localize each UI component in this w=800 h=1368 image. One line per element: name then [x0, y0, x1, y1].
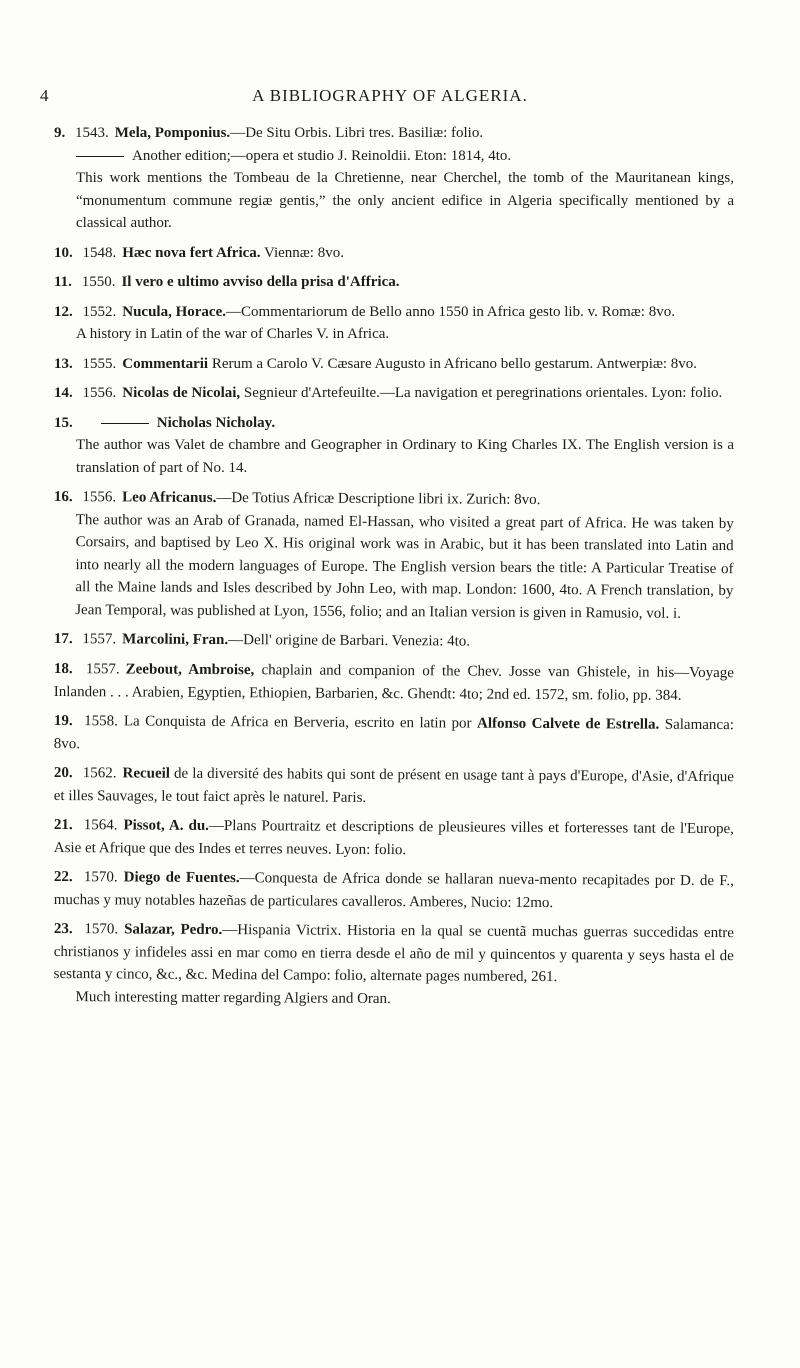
entry-year: 1550. — [81, 274, 116, 290]
entry-continuation: Another edition;—opera et studio J. Reinoldii. Eton: 1814, 4to. — [132, 147, 512, 164]
entry-number: 13. — [54, 355, 73, 372]
entry-number: 19. — [53, 712, 73, 729]
entry-author: Leo Africanus. — [122, 489, 217, 506]
ditto-dash — [76, 156, 124, 157]
bibliography-entry — [53, 486, 734, 625]
entry-year: 1570. — [83, 868, 118, 885]
entry-text: —Commentariorum de Bello anno 1550 in Africa gesto lib. v. Romæ: 8vo. — [225, 303, 675, 320]
entry-author: Diego de Fuentes. — [123, 868, 240, 886]
entry-year: 1562. — [82, 764, 117, 781]
entry-number: 14. — [54, 385, 73, 401]
bibliography-entry — [54, 382, 734, 405]
entry-number: 12. — [54, 303, 73, 320]
bibliography-entry — [54, 866, 734, 915]
bibliography-entries — [54, 122, 734, 1015]
entry-text: —De Situ Orbis. Libri tres. Basiliæ: folio. — [230, 125, 484, 141]
entry-year: 1556. — [82, 385, 117, 401]
entry-number: 23. — [53, 920, 73, 937]
entry-number: 21. — [53, 816, 73, 833]
entry-text: —De Totius Africæ Descriptione libri ix. Zurich: 8vo. — [216, 489, 541, 508]
entry-author: Pissot, A. du. — [123, 816, 210, 834]
bibliography-entry — [54, 814, 734, 863]
entry-year: 1558. — [84, 712, 118, 729]
entry-number: 20. — [53, 764, 73, 781]
entry-author: Nicholas Nicholay. — [156, 414, 276, 431]
page-header — [40, 86, 740, 110]
entry-year: 1564. — [83, 816, 118, 833]
entry-text: Segnieur d'Artefeuilte.—La navigation et peregrinations orientales. Lyon: folio. — [240, 385, 723, 401]
entry-note: A history in Latin of the war of Charles V. in Africa. — [76, 326, 390, 342]
entry-text: —Plans Pourtraitz et descriptions de pleusieures villes et forteresses tant de l'Europe, Asie et Afrique que des Indes et terres neuves. Lyon: folio. — [53, 817, 734, 858]
entry-author: Mela, Pomponius. — [114, 125, 231, 141]
entry-text: Salamanca: 8vo. — [53, 716, 734, 752]
entry-text: de la diversité des habits qui sont de présent en usage tant à pays d'Europe, d'Asie, d'Afrique et illes Sauvages, le tout faict après le naturel. Paris. — [53, 765, 734, 805]
entry-author: Salazar, Pedro. — [124, 920, 223, 938]
entry-note: This work mentions the Tombeau de la Chretienne, near Cherchel, the tomb of the Mauritanean kings, “monumentum commune regiæ gentis,” the only ancient edifice in Algeria specifically mentioned by a classical author. — [76, 170, 734, 231]
entry-number: 16. — [53, 488, 73, 506]
entry-text: Viennæ: 8vo. — [260, 244, 344, 261]
bibliography-entry — [53, 918, 734, 1012]
bibliography-entry — [54, 271, 734, 294]
entry-author: Nicolas de Nicolai, — [122, 385, 241, 401]
entry-year: 1548. — [82, 244, 117, 261]
entry-author: Hæc nova fert Africa. — [122, 244, 261, 261]
running-title: A BIBLIOGRAPHY OF ALGERIA. — [252, 86, 528, 105]
entry-year: 1555. — [82, 355, 117, 372]
entry-author: Alfonso Calvete de Estrella. — [476, 715, 660, 733]
entry-number: 15. — [54, 414, 73, 431]
bibliography-entry — [54, 412, 734, 480]
entry-number: 17. — [53, 630, 73, 648]
entry-text: Rerum a Carolo V. Cæsare Augusto in Africano bello gestarum. Antwerpiæ: 8vo. — [208, 355, 698, 372]
entry-year: 1557. — [82, 631, 117, 648]
entry-number: 9. — [54, 125, 66, 141]
entry-text: —Dell' origine de Barbari. Venezia: 4to. — [228, 632, 471, 650]
entry-author: Il vero e ultimo avviso della prisa d'Affrica. — [121, 274, 400, 290]
entry-number: 11. — [54, 274, 72, 290]
entry-text: —Conquesta de Africa donde se hallaran nueva-mento recapitades por D. de F., muchas y muy notables hazeñas de particulares cavalleros. Amberes, Nucio: 12mo. — [53, 869, 734, 911]
entry-author: Commentarii — [122, 355, 209, 372]
entry-year: 1557. — [85, 660, 120, 677]
entry-year: 1570. — [84, 920, 119, 937]
entry-author: Nucula, Horace. — [122, 303, 226, 320]
bibliography-entry — [54, 710, 734, 759]
bibliography-entry — [54, 658, 734, 707]
entry-text: —Hispania Victrix. Historia en la qual se cuentã muchas guerras succedidas entre christianos y infideles assi en mar como en tierra desde el año de mil y quincentos y quarenta y seys hasta el de sestanta y cinco, &c., &c. Medina del Campo: folio, alternate pages numbered, 261. — [53, 921, 734, 985]
bibliography-entry — [54, 353, 734, 376]
entry-year: 1552. — [82, 303, 117, 320]
entry-number: 22. — [53, 868, 73, 885]
entry-author: Recueil — [122, 764, 171, 782]
entry-author: Marcolini, Fran. — [122, 631, 229, 649]
bibliography-entry — [54, 628, 734, 655]
entry-year: 1543. — [75, 125, 109, 141]
entry-note: The author was Valet de chambre and Geographer in Ordinary to King Charles IX. The English version is a translation of part of No. 14. — [76, 437, 734, 476]
entry-title: La Conquista de Africa en Berveria, escrito en latin por — [123, 712, 478, 732]
ditto-dash — [101, 423, 149, 424]
bibliography-entry — [54, 301, 734, 346]
bibliography-entry — [54, 122, 734, 235]
entry-year: 1556. — [82, 489, 117, 506]
bibliography-entry — [54, 762, 734, 811]
entry-note: The author was an Arab of Granada, named El-Hassan, who visited a great part of Africa. He was taken by Corsairs, and baptised by Leo X. His original work was in Arabic, but it has been translated into Latin and into nearly all the modern languages of Europe. The English version bears the title: A Particular Treatise of all the Maine lands and Isles described by John Leo, with map. London: 1600, 4to. A French translation, by Jean Temporal, was published at Lyon, 1556, folio; and an Italian version is given in Ramusio, vol. i. — [75, 511, 734, 622]
entry-number: 18. — [53, 660, 73, 677]
entry-text: chaplain and companion of the Chev. Josse van Ghistele, in his—Voyage Inlanden . . . Arabien, Egyptien, Ethiopien, Barbarien, &c. Ghendt: 4to; 2nd ed. 1572, sm. folio, pp. 384. — [53, 661, 734, 703]
entry-note: Much interesting matter regarding Algiers and Oran. — [75, 988, 391, 1007]
entry-author: Zeebout, Ambroise, — [125, 660, 255, 678]
page-number: 4 — [40, 86, 50, 105]
bibliography-entry — [54, 242, 734, 265]
entry-number: 10. — [54, 244, 73, 261]
